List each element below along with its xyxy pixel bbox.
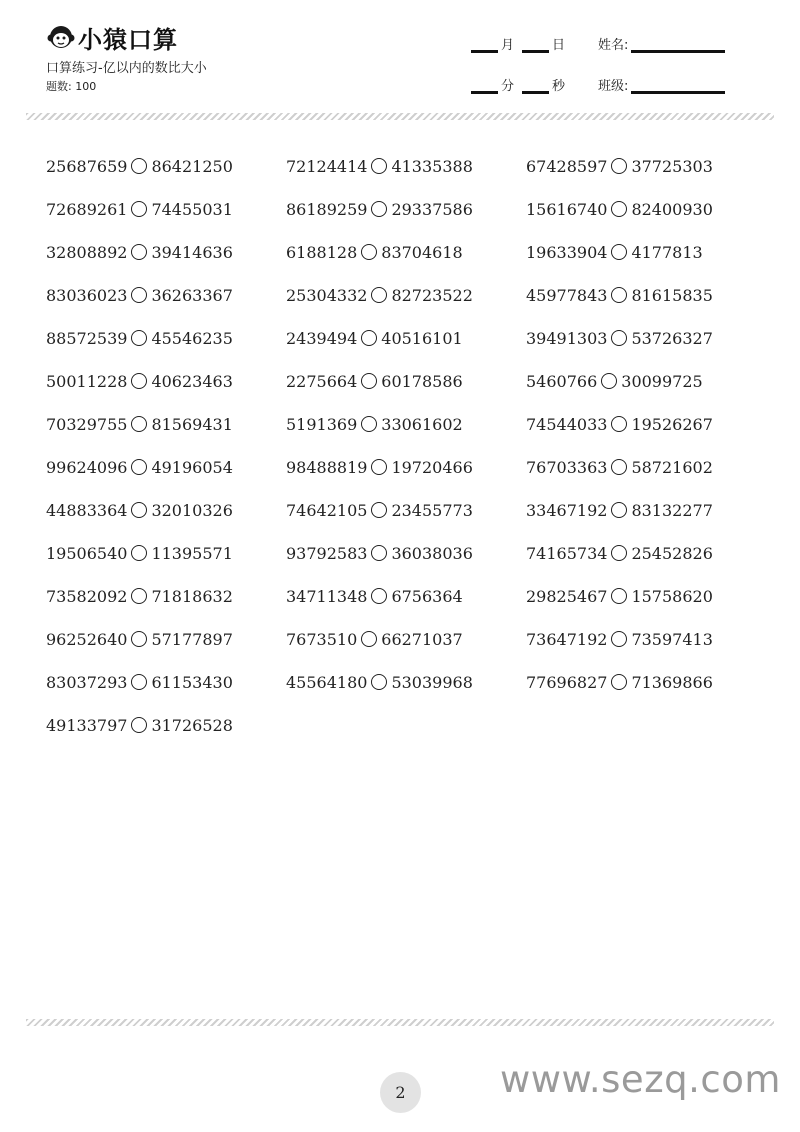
comparison-problem <box>526 629 713 649</box>
comparison-problem <box>526 457 713 477</box>
answer-circle[interactable] <box>361 416 377 432</box>
left-number: 86189259 <box>286 199 368 219</box>
left-number: 96252640 <box>46 629 128 649</box>
right-number: 40623463 <box>151 371 233 391</box>
comparison-problem <box>46 199 233 219</box>
left-number: 72689261 <box>46 199 128 219</box>
left-number: 25304332 <box>286 285 368 305</box>
answer-circle[interactable] <box>361 330 377 346</box>
right-number: 40516101 <box>381 328 463 348</box>
right-number: 25452826 <box>631 543 713 563</box>
answer-circle[interactable] <box>601 373 617 389</box>
left-number: 49133797 <box>46 715 128 735</box>
answer-circle[interactable] <box>611 201 627 217</box>
left-number: 73647192 <box>526 629 608 649</box>
answer-circle[interactable] <box>131 416 147 432</box>
left-number: 44883364 <box>46 500 128 520</box>
answer-circle[interactable] <box>371 674 387 690</box>
left-number: 2275664 <box>286 371 358 391</box>
class-field[interactable] <box>598 75 728 94</box>
comparison-problem <box>526 543 713 563</box>
answer-circle[interactable] <box>131 158 147 174</box>
answer-circle[interactable] <box>361 373 377 389</box>
right-number: 83704618 <box>381 242 463 262</box>
left-number: 15616740 <box>526 199 608 219</box>
left-number: 6188128 <box>286 242 358 262</box>
right-number: 66271037 <box>381 629 463 649</box>
day-blank[interactable] <box>522 50 549 53</box>
second-label: 秒 <box>552 79 566 94</box>
header-divider <box>26 113 774 120</box>
comparison-problem <box>46 285 233 305</box>
left-number: 19506540 <box>46 543 128 563</box>
right-number: 86421250 <box>151 156 233 176</box>
left-number: 39491303 <box>526 328 608 348</box>
answer-circle[interactable] <box>611 631 627 647</box>
comparison-problem <box>46 371 233 391</box>
comparison-problem <box>526 414 713 434</box>
right-number: 30099725 <box>621 371 703 391</box>
name-label: 姓名: <box>598 38 629 53</box>
page-number: 2 <box>380 1072 421 1113</box>
answer-circle[interactable] <box>611 287 627 303</box>
site-watermark: www.sezq.com <box>500 1058 781 1101</box>
comparison-problem <box>526 328 713 348</box>
answer-circle[interactable] <box>371 459 387 475</box>
right-number: 71818632 <box>151 586 233 606</box>
right-number: 71369866 <box>631 672 713 692</box>
answer-circle[interactable] <box>611 674 627 690</box>
monkey-logo-icon <box>46 23 76 53</box>
comparison-problem <box>286 285 473 305</box>
answer-circle[interactable] <box>131 287 147 303</box>
left-number: 45977843 <box>526 285 608 305</box>
answer-circle[interactable] <box>371 201 387 217</box>
minute-label: 分 <box>501 79 515 94</box>
comparison-problem <box>286 457 473 477</box>
footer-divider <box>26 1019 774 1026</box>
left-number: 19633904 <box>526 242 608 262</box>
right-number: 74455031 <box>151 199 233 219</box>
answer-circle[interactable] <box>131 373 147 389</box>
left-number: 98488819 <box>286 457 368 477</box>
comparison-problem <box>46 457 233 477</box>
right-number: 23455773 <box>391 500 473 520</box>
month-blank[interactable] <box>471 50 498 53</box>
comparison-problem <box>526 242 703 262</box>
comparison-problem <box>46 715 233 735</box>
answer-circle[interactable] <box>371 287 387 303</box>
left-number: 88572539 <box>46 328 128 348</box>
left-number: 45564180 <box>286 672 368 692</box>
right-number: 73597413 <box>631 629 713 649</box>
left-number: 83037293 <box>46 672 128 692</box>
comparison-problem <box>286 414 463 434</box>
right-number: 61153430 <box>151 672 233 692</box>
right-number: 4177813 <box>631 242 703 262</box>
answer-circle[interactable] <box>371 545 387 561</box>
comparison-problem <box>526 199 713 219</box>
answer-circle[interactable] <box>611 416 627 432</box>
left-number: 83036023 <box>46 285 128 305</box>
right-number: 31726528 <box>151 715 233 735</box>
left-number: 99624096 <box>46 457 128 477</box>
name-blank[interactable] <box>631 50 725 53</box>
question-count: 题数: 100 <box>46 80 97 93</box>
day-label: 日 <box>552 38 566 53</box>
comparison-problem <box>286 543 473 563</box>
right-number: 37725303 <box>631 156 713 176</box>
comparison-problem <box>46 586 233 606</box>
right-number: 45546235 <box>151 328 233 348</box>
answer-circle[interactable] <box>611 588 627 604</box>
comparison-problem <box>286 672 473 692</box>
comparison-problem <box>46 543 233 563</box>
left-number: 70329755 <box>46 414 128 434</box>
left-number: 7673510 <box>286 629 358 649</box>
month-label: 月 <box>501 38 515 53</box>
right-number: 32010326 <box>151 500 233 520</box>
date-field[interactable] <box>468 34 565 53</box>
answer-circle[interactable] <box>131 545 147 561</box>
comparison-problem <box>46 156 233 176</box>
right-number: 53726327 <box>631 328 713 348</box>
class-label: 班级: <box>598 79 629 94</box>
left-number: 74642105 <box>286 500 368 520</box>
left-number: 74544033 <box>526 414 608 434</box>
answer-circle[interactable] <box>131 631 147 647</box>
worksheet-title: 口算练习-亿以内的数比大小 <box>46 61 207 76</box>
second-blank[interactable] <box>522 91 549 94</box>
answer-circle[interactable] <box>611 244 627 260</box>
left-number: 67428597 <box>526 156 608 176</box>
comparison-problem <box>286 328 463 348</box>
comparison-problem <box>286 199 473 219</box>
comparison-problem <box>526 371 703 391</box>
answer-circle[interactable] <box>611 502 627 518</box>
left-number: 73582092 <box>46 586 128 606</box>
comparison-problem <box>526 586 713 606</box>
time-field[interactable] <box>468 75 565 94</box>
answer-circle[interactable] <box>371 502 387 518</box>
comparison-problem <box>46 500 233 520</box>
answer-circle[interactable] <box>611 545 627 561</box>
comparison-problem <box>526 672 713 692</box>
left-number: 76703363 <box>526 457 608 477</box>
right-number: 33061602 <box>381 414 463 434</box>
left-number: 5191369 <box>286 414 358 434</box>
right-number: 49196054 <box>151 457 233 477</box>
left-number: 77696827 <box>526 672 608 692</box>
comparison-problem <box>46 672 233 692</box>
answer-circle[interactable] <box>131 459 147 475</box>
right-number: 53039968 <box>391 672 473 692</box>
answer-circle[interactable] <box>611 158 627 174</box>
comparison-problem <box>286 586 463 606</box>
answer-circle[interactable] <box>131 201 147 217</box>
comparison-problem <box>46 242 233 262</box>
right-number: 58721602 <box>631 457 713 477</box>
answer-circle[interactable] <box>371 588 387 604</box>
right-number: 19526267 <box>631 414 713 434</box>
right-number: 82723522 <box>391 285 473 305</box>
answer-circle[interactable] <box>131 674 147 690</box>
right-number: 81615835 <box>631 285 713 305</box>
answer-circle[interactable] <box>131 717 147 733</box>
comparison-problem <box>286 156 473 176</box>
right-number: 36263367 <box>151 285 233 305</box>
comparison-problem <box>526 156 713 176</box>
left-number: 25687659 <box>46 156 128 176</box>
right-number: 6756364 <box>391 586 463 606</box>
right-number: 29337586 <box>391 199 473 219</box>
left-number: 34711348 <box>286 586 368 606</box>
comparison-problem <box>46 414 233 434</box>
left-number: 29825467 <box>526 586 608 606</box>
left-number: 50011228 <box>46 371 128 391</box>
name-field[interactable] <box>598 34 728 53</box>
comparison-problem <box>286 242 463 262</box>
comparison-problem <box>526 285 713 305</box>
left-number: 93792583 <box>286 543 368 563</box>
right-number: 57177897 <box>151 629 233 649</box>
answer-circle[interactable] <box>371 158 387 174</box>
left-number: 72124414 <box>286 156 368 176</box>
answer-circle[interactable] <box>131 244 147 260</box>
brand-logo <box>46 20 178 55</box>
brand-name: 小猿口算 <box>78 26 178 54</box>
answer-circle[interactable] <box>131 502 147 518</box>
right-number: 83132277 <box>631 500 713 520</box>
left-number: 2439494 <box>286 328 358 348</box>
answer-circle[interactable] <box>131 330 147 346</box>
right-number: 15758620 <box>631 586 713 606</box>
minute-blank[interactable] <box>471 91 498 94</box>
left-number: 33467192 <box>526 500 608 520</box>
right-number: 36038036 <box>391 543 473 563</box>
left-number: 32808892 <box>46 242 128 262</box>
comparison-problem <box>46 629 233 649</box>
left-number: 74165734 <box>526 543 608 563</box>
left-number: 5460766 <box>526 371 598 391</box>
comparison-problem <box>286 629 463 649</box>
right-number: 39414636 <box>151 242 233 262</box>
answer-circle[interactable] <box>611 330 627 346</box>
right-number: 41335388 <box>391 156 473 176</box>
answer-circle[interactable] <box>361 631 377 647</box>
comparison-problem <box>286 371 463 391</box>
right-number: 11395571 <box>151 543 233 563</box>
comparison-problem <box>286 500 473 520</box>
right-number: 19720466 <box>391 457 473 477</box>
answer-circle[interactable] <box>611 459 627 475</box>
comparison-problem <box>526 500 713 520</box>
answer-circle[interactable] <box>131 588 147 604</box>
right-number: 81569431 <box>151 414 233 434</box>
right-number: 82400930 <box>631 199 713 219</box>
answer-circle[interactable] <box>361 244 377 260</box>
comparison-problem <box>46 328 233 348</box>
class-blank[interactable] <box>631 91 725 94</box>
right-number: 60178586 <box>381 371 463 391</box>
